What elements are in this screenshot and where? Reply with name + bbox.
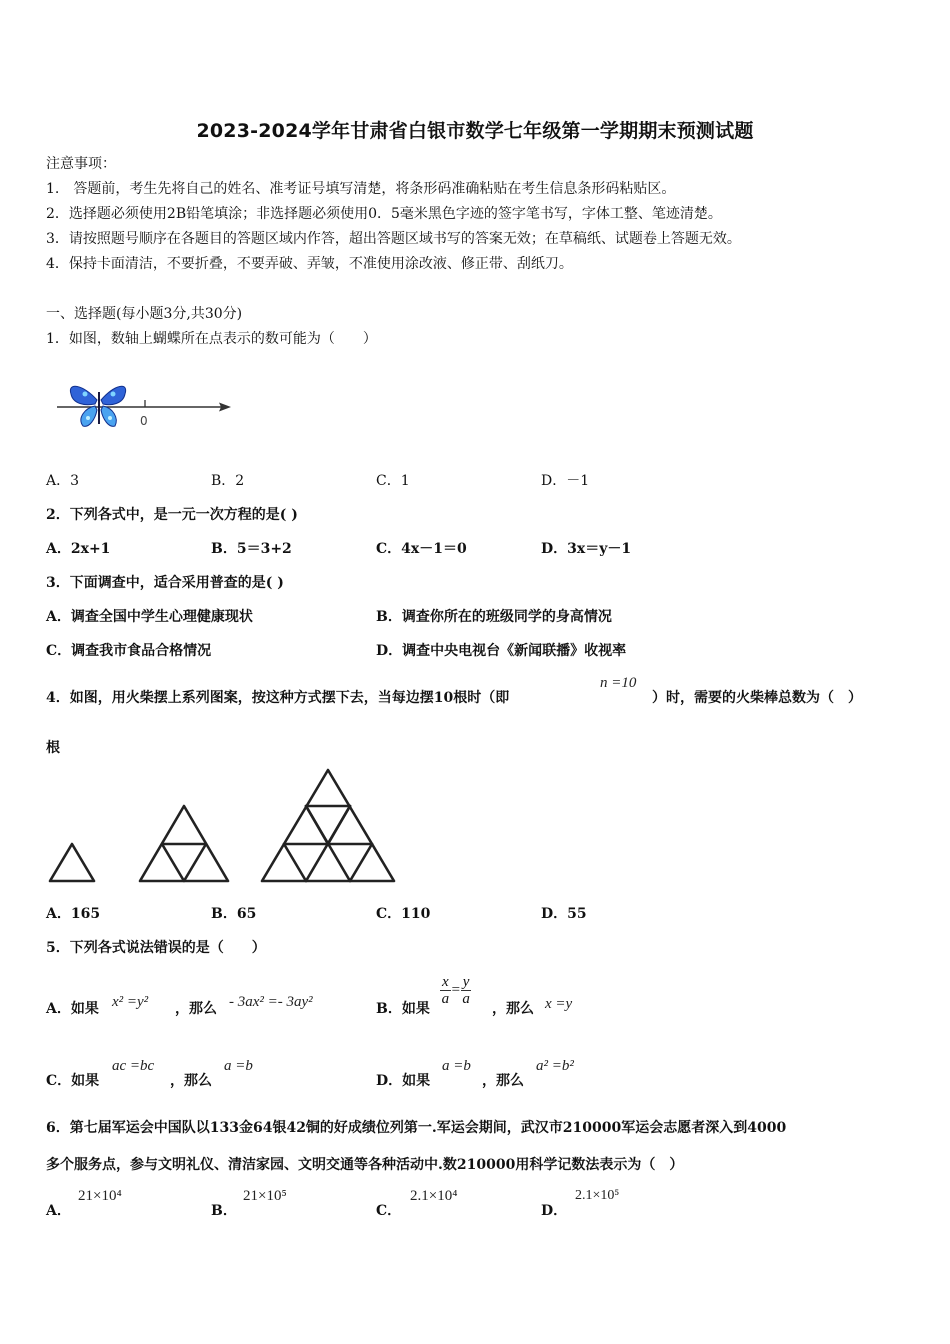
q6-option-d-expr: 2.1×10⁵: [575, 1188, 620, 1203]
fraction: [461, 974, 472, 1007]
q5-option-d-label[interactable]: D．如果: [376, 1073, 431, 1089]
q5-option-b-result: x =y: [545, 996, 573, 1012]
q6-option-d-label[interactable]: D．: [541, 1203, 568, 1219]
q5-option-c-condition: ac =bc: [112, 1058, 155, 1074]
question-6-stem-line1: 6．第七届军运会中国队以133金64银42铜的好成绩位列第一.军运会期间，武汉市210000军运会志愿者深入到4000: [46, 1120, 787, 1136]
equals-sign: =: [450, 982, 461, 998]
q1-option-b[interactable]: B．2: [211, 473, 245, 489]
q4-option-a[interactable]: A．165: [46, 906, 101, 922]
q4-n-equation: n =10: [600, 675, 637, 691]
denominator: a: [441, 991, 450, 1007]
notice-heading: 注意事项：: [46, 156, 116, 172]
q6-option-b-expr: 21×10⁵: [243, 1188, 287, 1204]
matchstick-triangles-figure: [40, 762, 410, 892]
q4-option-d[interactable]: D．55: [541, 906, 587, 922]
notice-item: 4．保持卡面清洁，不要折叠，不要弄破、弄皱，不准使用涂改液、修正带、刮纸刀。: [46, 256, 573, 272]
question-6-stem-line2: 多个服务点，参与文明礼仪、清洁家园、文明交通等各种活动中.数210000用科学记数法表示为（ ）: [46, 1157, 684, 1173]
q5-option-b-label[interactable]: B．如果: [376, 1001, 430, 1017]
axis-zero-label: 0: [140, 414, 148, 428]
question-4-stem-tail: ）时，需要的火柴棒总数为（ ）: [652, 690, 862, 706]
q2-option-d[interactable]: D．3x＝y－1: [541, 541, 632, 557]
q2-option-a[interactable]: A．2x+1: [46, 541, 111, 557]
question-3-stem: 3．下面调查中，适合采用普查的是( ): [46, 575, 284, 591]
denominator: a: [462, 991, 470, 1007]
question-4-stem: 4．如图，用火柴摆上系列图案，按这种方式摆下去，当每边摆10根时（即: [46, 690, 510, 706]
numerator: y: [462, 974, 470, 990]
notice-item: 2．选择题必须使用2B铅笔填涂；非选择题必须使用0．5毫米黑色字迹的签字笔书写，字体工整、笔迹清楚。: [46, 206, 722, 222]
numerator: x: [442, 974, 449, 990]
q1-option-a[interactable]: A．3: [46, 473, 80, 489]
q6-option-a-label[interactable]: A．: [46, 1203, 71, 1219]
q2-option-b[interactable]: B．5＝3+2: [211, 541, 292, 557]
q5-option-d-result: a² =b²: [536, 1058, 574, 1074]
q5-option-a-label[interactable]: A．如果: [46, 1001, 99, 1017]
q1-option-c[interactable]: C．1: [376, 473, 410, 489]
q5-option-a-condition: x² =y²: [112, 994, 149, 1010]
notice-item: 3．请按照题号顺序在各题目的答题区域内作答，超出答题区域书写的答案无效；在草稿纸、试题卷上答题无效。: [46, 231, 741, 247]
q5-option-a-mid: ，那么: [175, 1001, 217, 1017]
q2-option-c[interactable]: C．4x－1＝0: [376, 541, 467, 557]
q5-option-a-result: - 3ax² =- 3ay²: [229, 994, 313, 1010]
q3-option-d[interactable]: D．调查中央电视台《新闻联播》收视率: [376, 643, 627, 659]
q5-option-c-result: a =b: [224, 1058, 253, 1074]
q5-option-c-mid: ，那么: [170, 1073, 212, 1089]
q6-option-a-expr: 21×10⁴: [78, 1188, 122, 1204]
q4-option-b[interactable]: B．65: [211, 906, 257, 922]
butterfly-icon: [70, 386, 125, 426]
q5-option-c-label[interactable]: C．如果: [46, 1073, 100, 1089]
q5-option-b-condition: [440, 974, 471, 1007]
q5-option-d-mid: ，那么: [482, 1073, 524, 1089]
q3-option-a[interactable]: A．调查全国中学生心理健康现状: [46, 609, 253, 625]
q6-option-c-label[interactable]: C．: [376, 1203, 402, 1219]
question-5-stem: 5．下列各式说法错误的是（ ）: [46, 940, 266, 956]
question-2-stem: 2．下列各式中，是一元一次方程的是( ): [46, 507, 298, 523]
q3-option-c[interactable]: C．调查我市食品合格情况: [46, 643, 212, 659]
notice-item: 1. 答题前，考生先将自己的姓名、准考证号填写清楚，将条形码准确粘贴在考生信息条形码粘贴区。: [46, 181, 676, 197]
q4-option-c[interactable]: C．110: [376, 906, 431, 922]
fraction: [440, 974, 451, 1007]
q5-option-b-mid: ，那么: [492, 1001, 534, 1017]
question-4-unit: 根: [46, 740, 60, 756]
q6-option-b-label[interactable]: B．: [211, 1203, 237, 1219]
q5-option-d-condition: a =b: [442, 1058, 471, 1074]
page-title: 2023-2024学年甘肃省白银市数学七年级第一学期期末预测试题: [196, 120, 754, 142]
q3-option-b[interactable]: B．调查你所在的班级同学的身高情况: [376, 609, 612, 625]
question-1-stem: 1．如图，数轴上蝴蝶所在点表示的数可能为（ ）: [46, 331, 377, 347]
section-heading: 一、选择题(每小题3分,共30分): [46, 306, 243, 322]
number-line-figure: [55, 378, 240, 438]
q6-option-c-expr: 2.1×10⁴: [410, 1188, 458, 1204]
q1-option-d[interactable]: D．－1: [541, 473, 590, 489]
